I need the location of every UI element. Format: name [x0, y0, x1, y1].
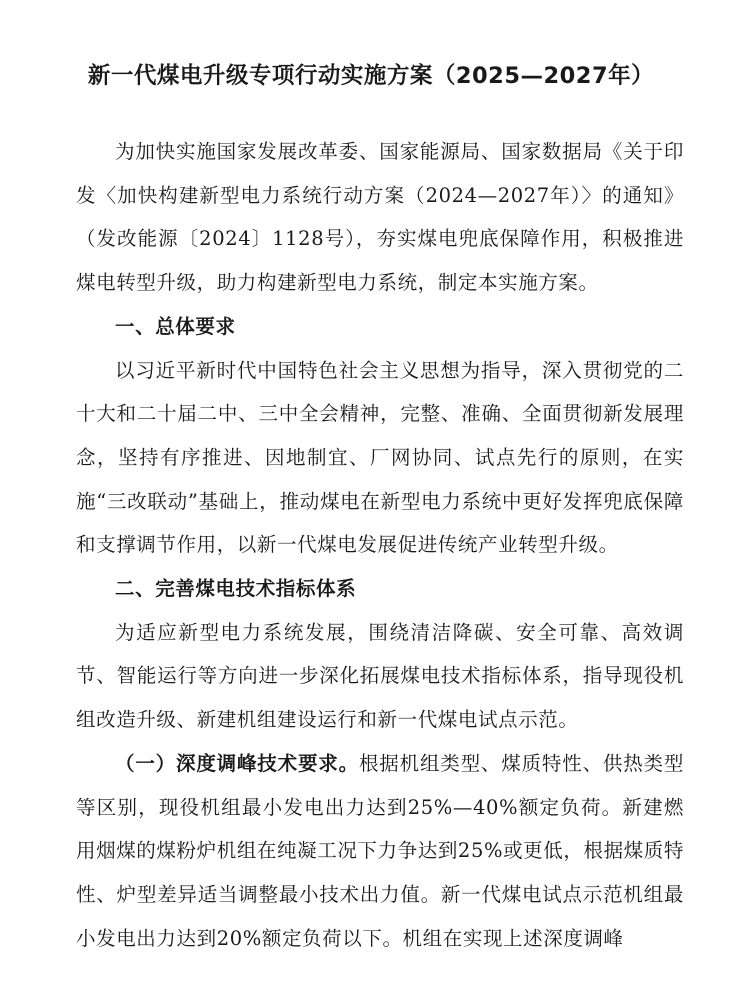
document-body — [76, 130, 684, 960]
document-title: 新一代煤电升级专项行动实施方案（2025—2027年） — [87, 63, 655, 89]
item-1-body: 根据机组类型、煤质特性、供热类型等区别，现役机组最小发电出力达到25%—40%额定负荷。新建燃用烟煤的煤粉炉机组在纯凝工况下力争达到25%或更低，根据煤质特性、炉型差异适当调整最小技术出力值。新一代煤电试点示范机组最小发电出力达到20%额定负荷以下。机组在实现上述深度调峰 — [76, 751, 684, 950]
section-1-paragraph: 以习近平新时代中国特色社会主义思想为指导，深入贯彻党的二十大和二十届二中、三中全会精神，完整、准确、全面贯彻新发展理念，坚持有序推进、因地制宜、厂网协同、试点先行的原则，在实施“三改联动”基础上，推动煤电在新型电力系统中更好发挥兜底保障和支撑调节作用，以新一代煤电发展促进传统产业转型升级。 — [76, 358, 684, 557]
section-1-heading: 一、总体要求 — [115, 314, 236, 338]
item-1-paragraph — [76, 742, 684, 961]
section-2-paragraph: 为适应新型电力系统发展，围绕清洁降碳、安全可靠、高效调节、智能运行等方向进一步深化拓展煤电技术指标体系，指导现役机组改造升级、新建机组建设运行和新一代煤电试点示范。 — [76, 620, 684, 732]
section-2-heading: 二、完善煤电技术指标体系 — [115, 577, 357, 601]
intro-paragraph: 为加快实施国家发展改革委、国家能源局、国家数据局《关于印发〈加快构建新型电力系统行动方案（2024—2027年）〉的通知》（发改能源〔2024〕1128号），夯实煤电兜底保障作用，积极推进煤电转型升级，助力构建新型电力系统，制定本实施方案。 — [76, 140, 684, 295]
item-1-lead: （一）深度调峰技术要求。 — [115, 751, 359, 775]
